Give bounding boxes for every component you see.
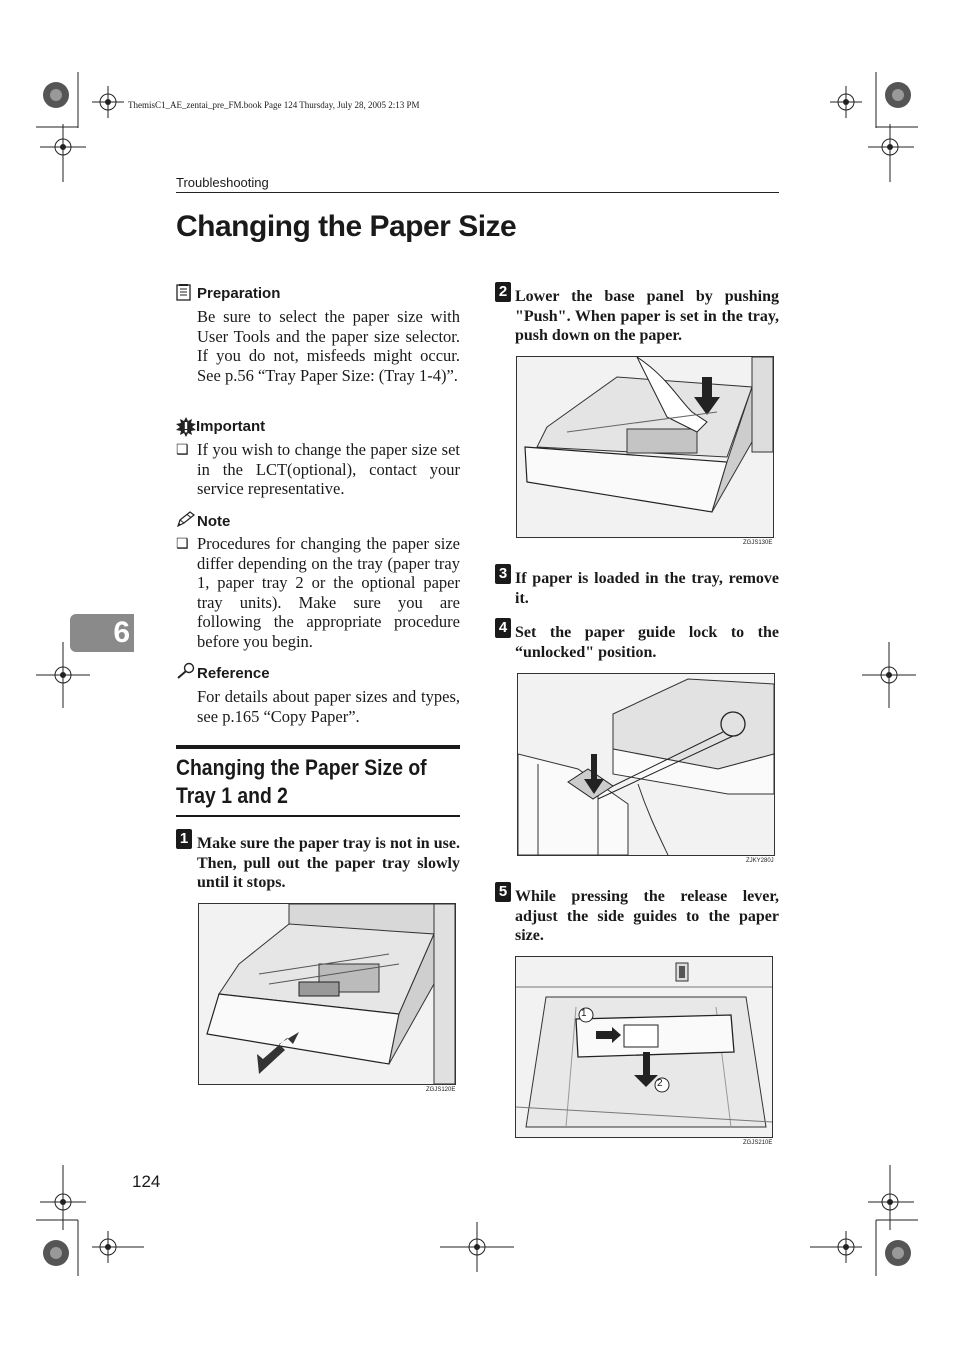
chapter-tab: 6 [70, 614, 134, 652]
preparation-text: Be sure to select the paper size with User Tools and the paper size selector. If you do not, misfeeds might occur. See p.56 “Tray Paper Size: (Tray 1-4)”. [197, 307, 460, 385]
reference-text: For details about paper sizes and types, see p.165 “Copy Paper”. [197, 687, 460, 726]
important-burst-icon [176, 417, 196, 442]
guide-lock-illustration [518, 674, 774, 855]
preparation-heading: Preparation [197, 285, 281, 302]
magnifier-icon [176, 662, 196, 684]
step-2-figure-code: ZGJS130E [743, 540, 773, 546]
subsection-title [176, 754, 426, 810]
step-5-figure [515, 956, 773, 1138]
step-2-number: 2 [495, 282, 511, 302]
page-title: Changing the Paper Size [176, 210, 517, 243]
callout-1: 1 [581, 1008, 587, 1019]
registration-mark-bottom-right [808, 1160, 948, 1285]
file-info: ThemisC1_AE_zentai_pre_FM.book Page 124 Thursday, July 28, 2005 2:13 PM [128, 100, 420, 110]
registration-mark-bottom-center [440, 1220, 515, 1275]
step-4-number: 4 [495, 618, 511, 638]
subsection-top-bar [176, 745, 460, 749]
checkbox-bullet-icon: ❑ [176, 537, 189, 552]
registration-mark-mid-right [862, 640, 922, 710]
step-2-text: Lower the base panel by pushing "Push". When paper is set in the tray, push down on the paper. [515, 288, 779, 344]
registration-mark-top-right [808, 60, 948, 190]
paper-tray-pulled-illustration [199, 904, 455, 1084]
page-number: 124 [132, 1172, 161, 1191]
step-3-text: If paper is loaded in the tray, remove it. [515, 570, 779, 607]
note-heading: Note [197, 513, 231, 530]
callout-2: 2 [657, 1078, 663, 1089]
step-1-figure-code: ZGJS120E [426, 1087, 456, 1093]
step-4-figure [517, 673, 775, 856]
important-heading: Important [196, 418, 266, 435]
step-5-number: 5 [495, 882, 511, 902]
base-panel-push-illustration [517, 357, 773, 537]
subsection-bottom-rule [176, 815, 460, 817]
step-1-number: 1 [176, 829, 192, 849]
side-guide-illustration [516, 957, 772, 1137]
note-item [176, 534, 460, 651]
note-text: Procedures for changing the paper size differ depending on the tray (paper tray 1, paper tray 2 or the optional paper tray units). Make sure you are following the appropriate procedure before you begin. [197, 534, 460, 651]
step-3-number: 3 [495, 564, 511, 584]
step-1-text: Make sure the paper tray is not in use. Then, pull out the paper tray slowly until it stops. [197, 835, 460, 891]
step-5-text: While pressing the release lever, adjust the side guides to the paper size. [515, 888, 779, 944]
step-5-figure-code: ZGJS210E [743, 1140, 773, 1146]
step-1-figure [198, 903, 456, 1085]
step-2-figure [516, 356, 774, 538]
important-text: If you wish to change the paper size set in the LCT(optional), contact your service representative. [197, 440, 460, 498]
reference-heading: Reference [197, 665, 270, 682]
running-header-section: Troubleshooting [176, 175, 269, 190]
clipboard-icon [176, 284, 191, 306]
registration-mark-bottom-left [0, 1160, 150, 1285]
step-4-figure-code: ZJKY280J [746, 858, 774, 864]
step-4-text: Set the paper guide lock to the “unlocked" position. [515, 624, 779, 661]
header-rule [176, 192, 779, 193]
subsection-title-line2: Tray 1 and 2 [176, 783, 288, 808]
subsection-title-line1: Changing the Paper Size of [176, 755, 427, 780]
registration-mark-top-left [0, 60, 140, 190]
pencil-icon [176, 511, 196, 533]
important-item [176, 440, 460, 499]
checkbox-bullet-icon: ❑ [176, 443, 189, 458]
